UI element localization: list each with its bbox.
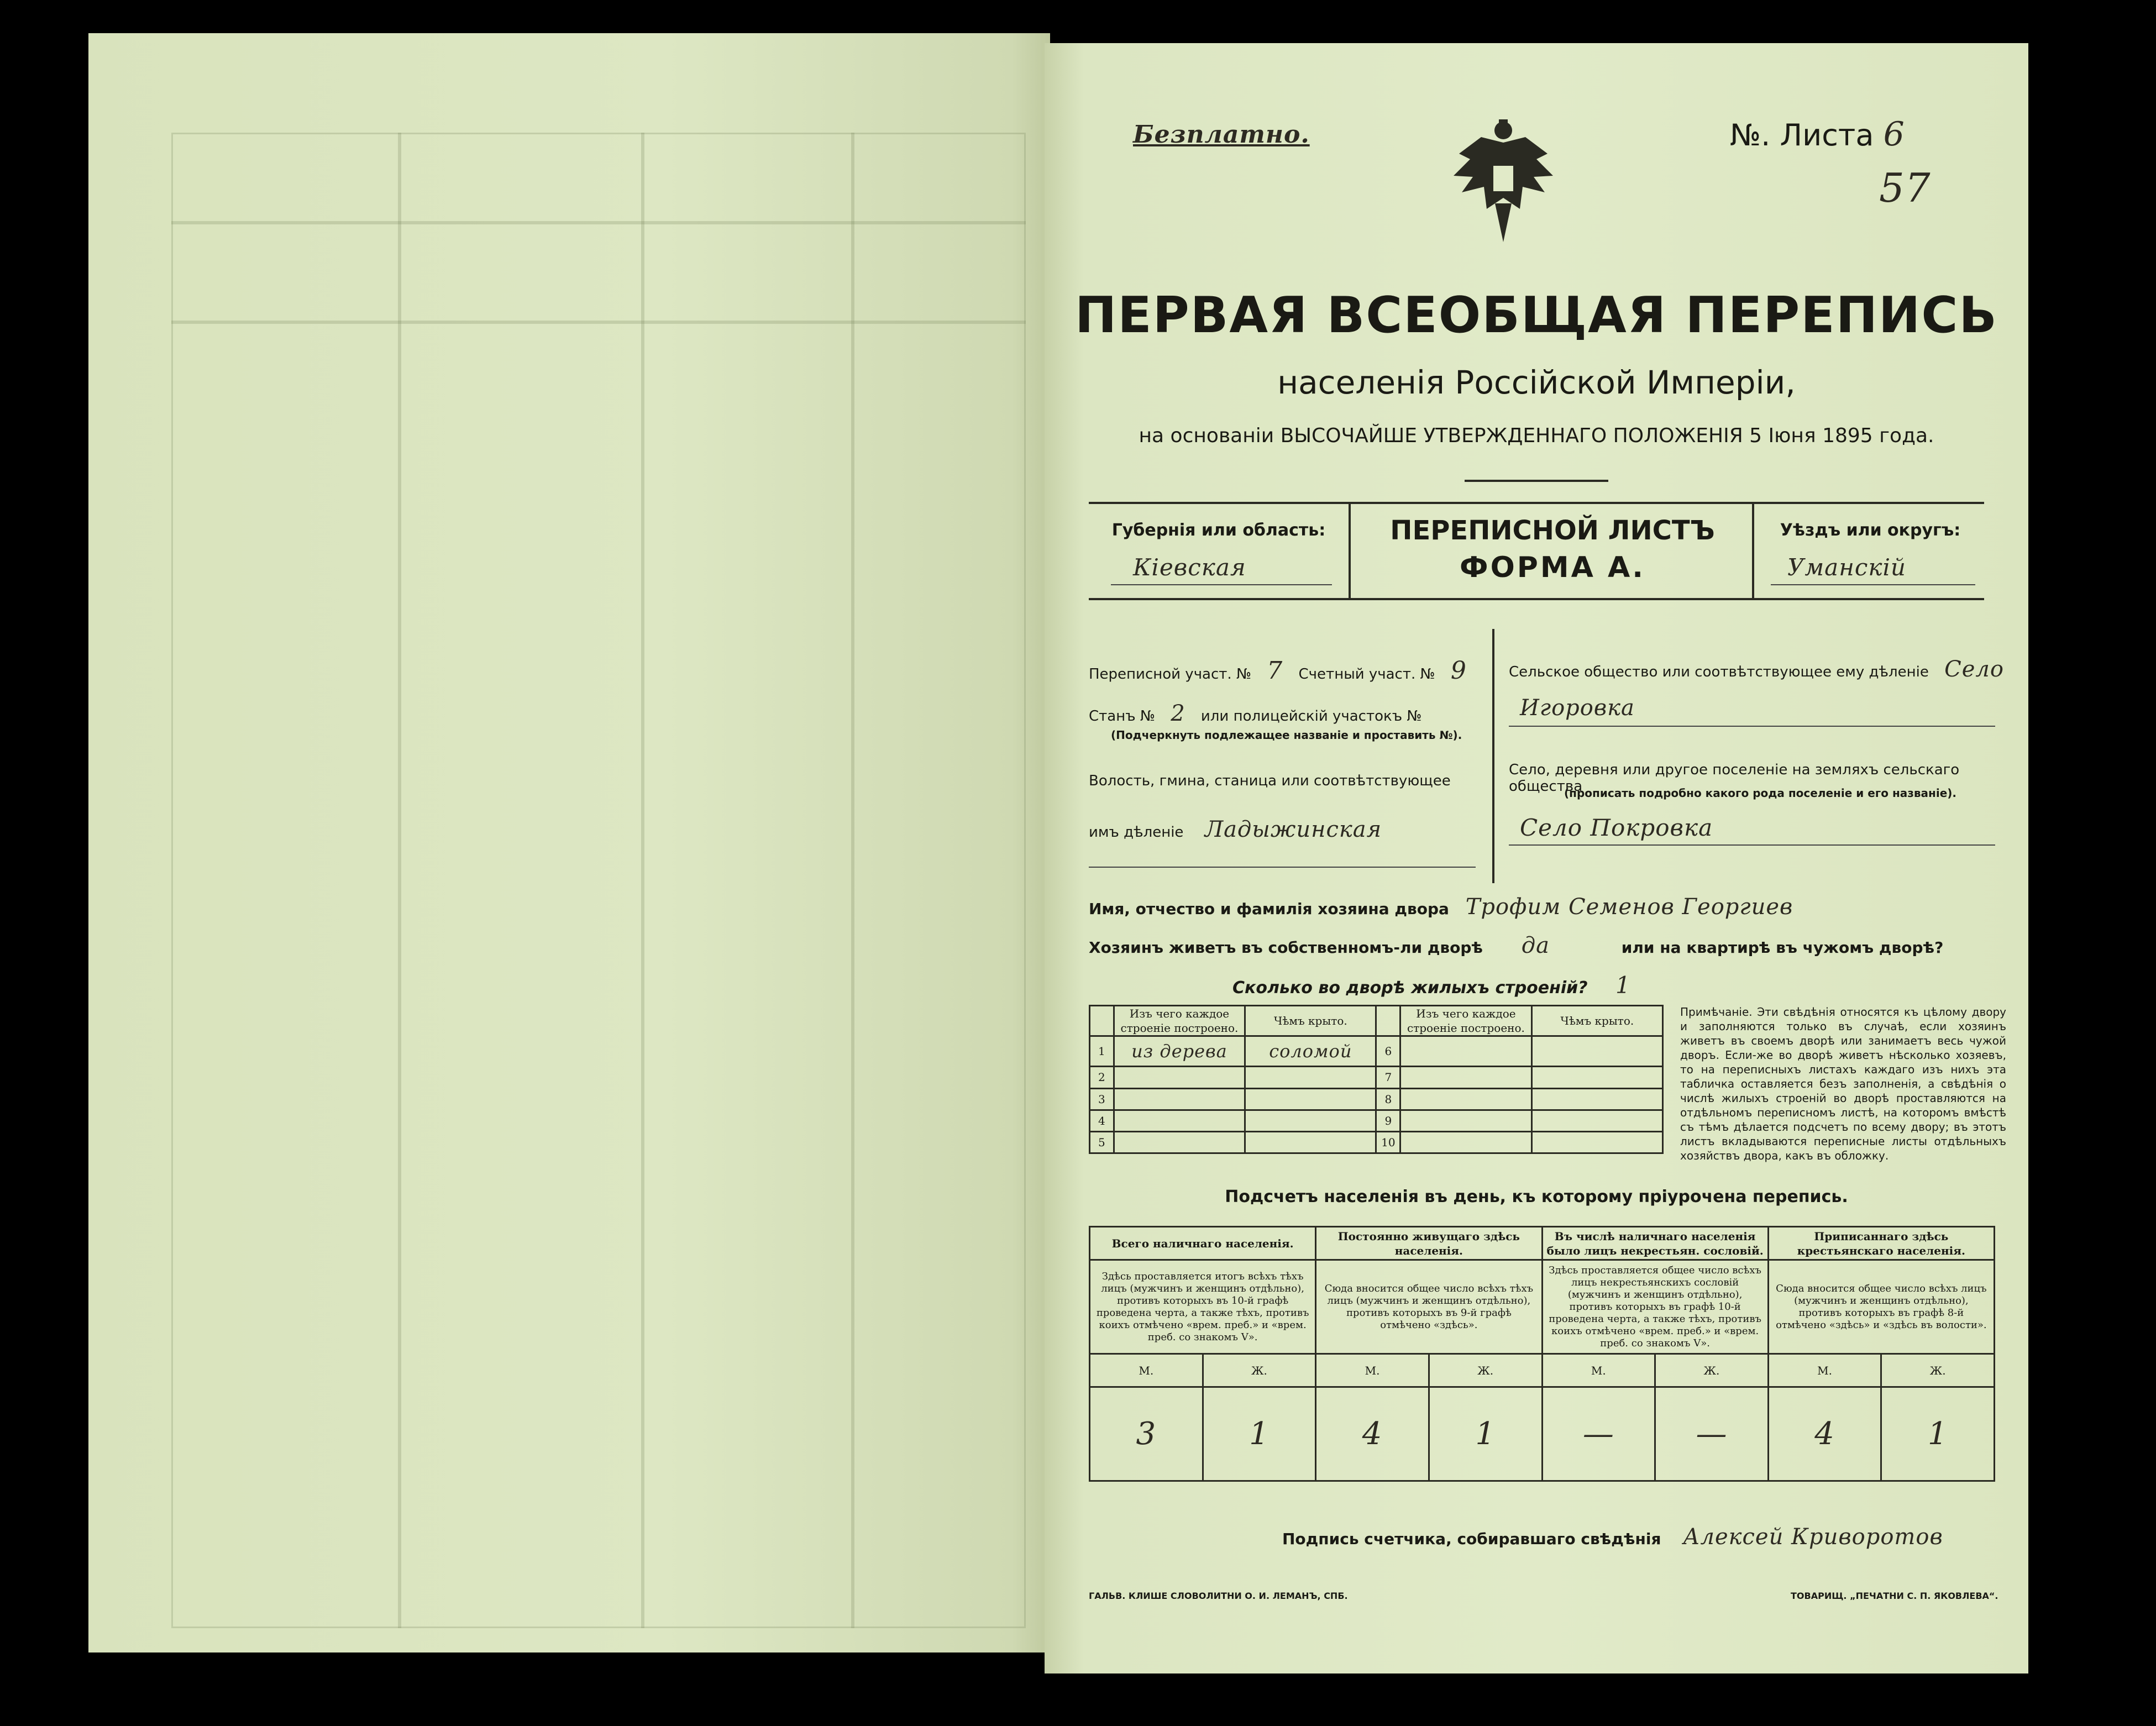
obshchestvo-line: Сельское общество или соотвѣтствующее ему дѣленіе Село (1509, 657, 2004, 682)
signature-value: Алексей Криворотов (1683, 1524, 1943, 1550)
stan-note: (Подчеркнуть подлежащее названіе и проставить №). (1111, 728, 1462, 742)
row-number: 8 (1376, 1088, 1400, 1110)
selo-note: (прописать подробно какого рода поселеніе и его названіе). (1564, 786, 1957, 800)
count-value: 4 (1316, 1387, 1429, 1481)
col-built-header: Изъ чего каждое строеніе построено. (1114, 1006, 1245, 1036)
bleed-through-line (171, 221, 1026, 224)
gubernia-label: Губернія или область: (1111, 521, 1326, 540)
owner-name-line: Имя, отчество и фамилія хозяина двора Трофим Семенов Георгиев (1089, 894, 1793, 920)
row-number: 1 (1090, 1036, 1114, 1067)
row-number: 9 (1376, 1110, 1400, 1131)
form-type-box (1089, 502, 1984, 600)
row-number: 6 (1376, 1036, 1400, 1067)
count-values-row (1090, 1387, 1995, 1481)
zh-label: Ж. (1655, 1354, 1769, 1387)
form-title-cell (1351, 504, 1754, 598)
signature-line: Подпись счетчика, собиравшаго свѣдѣнія Алексей Криворотов (1282, 1524, 1943, 1550)
roof-value: соломой (1245, 1036, 1376, 1067)
bleed-through-line (851, 133, 854, 1628)
left-page (88, 33, 1050, 1652)
zh-label: Ж. (1881, 1354, 1995, 1387)
table-row (1090, 1110, 1663, 1131)
count-col-head: Всего наличнаго населенія. (1090, 1227, 1316, 1260)
selo-label: Село, деревня или другое поселеніе на земляхъ сельскаго общества (1509, 762, 1960, 795)
form-main-title: ПЕРВАЯ ВСЕОБЩАЯ ПЕРЕПИСЬ (1074, 286, 1998, 344)
volost-label: Волость, гмина, станица или соотвѣтствующее (1089, 773, 1451, 789)
gubernia-value: Кіевская (1133, 554, 1246, 581)
count-col-head: Постоянно живущаго здѣсь населенія. (1316, 1227, 1542, 1260)
table-row (1090, 1131, 1663, 1153)
table-row (1090, 1088, 1663, 1110)
m-label: М. (1316, 1354, 1429, 1387)
stan-line: Станъ № 2 или полицейскій участокъ № (1089, 701, 1422, 726)
built-value: из дерева (1114, 1036, 1245, 1067)
obshchestvo-underline (1509, 726, 1995, 727)
fields-divider (1492, 629, 1494, 883)
owner-lives-value: да (1521, 933, 1550, 958)
zh-label: Ж. (1203, 1354, 1316, 1387)
col-built-header-2: Изъ чего каждое строеніе построено. (1400, 1006, 1531, 1036)
selo-underline (1509, 844, 1995, 846)
sheet-number-value: 6 (1883, 115, 1905, 154)
footer-right-imprint: ТОВАРИЩ. „ПЕЧАТНИ С. П. ЯКОВЛЕВА“. (1791, 1591, 1998, 1601)
admin-fields-left (1089, 629, 1487, 883)
bleed-through-line (641, 133, 644, 1628)
delenie-line: имъ дѣленіе Ладыжинская (1089, 817, 1382, 842)
buildings-count-line: Сколько во дворѣ жилыхъ строеній? 1 (1232, 972, 1631, 999)
uezd-underline (1771, 584, 1975, 585)
count-col-desc: Здѣсь проставляется общее число всѣхъ лицъ некрестьянскихъ сословій (мужчинъ и женщинъ отдѣльно), противъ которыхъ въ графѣ 10-й проведена черта, а также тѣхъ, противъ коихъ отмѣчено «врем. преб.» и «врем. преб. со знакомъ V». (1542, 1260, 1768, 1354)
ornament-divider (1465, 480, 1608, 482)
obshchestvo-value1: Село (1944, 657, 2004, 682)
row-number: 4 (1090, 1110, 1114, 1131)
buildings-count-value: 1 (1615, 972, 1631, 999)
count-col-head: Въ числѣ наличнаго населенія было лицъ некрестьян. сословій. (1542, 1227, 1768, 1260)
count-value: 1 (1881, 1387, 1995, 1481)
count-col-desc: Здѣсь проставляется итогъ всѣхъ тѣхъ лицъ (мужчинъ и женщинъ отдѣльно), противъ которыхъ въ 10-й графѣ проведена черта, а также тѣхъ, противъ коихъ отмѣчено «врем. преб.» и «врем. преб. со знакомъ V». (1090, 1260, 1316, 1354)
count-col-desc: Сюда вносится общее число всѣхъ лицъ (мужчинъ и женщинъ отдѣльно), противъ которыхъ въ графѣ 8-й отмѣчено «здѣсь» и «здѣсь въ волости». (1768, 1260, 1994, 1354)
admin-fields-right (1509, 629, 2006, 883)
selo-value: Село Покровка (1520, 814, 1713, 841)
form-subtitle: населенія Россійской Имперіи, (1277, 364, 1796, 401)
census-form-page (1045, 43, 2028, 1673)
count-value: 3 (1090, 1387, 1203, 1481)
col-roof-header-2: Чѣмъ крыто. (1531, 1006, 1662, 1036)
form-basis-line: на основаніи ВЫСОЧАЙШЕ УТВЕРЖДЕННАГО ПОЛОЖЕНІЯ 5 Іюня 1895 года. (1139, 424, 1934, 447)
free-label: Безплатно. (1133, 120, 1310, 149)
row-number: 10 (1376, 1131, 1400, 1153)
col-roof-header: Чѣмъ крыто. (1245, 1006, 1376, 1036)
population-count-table (1089, 1226, 1995, 1482)
buildings-table (1089, 1005, 1664, 1154)
m-label: М. (1090, 1354, 1203, 1387)
owner-name-value: Трофим Семенов Георгиев (1465, 894, 1793, 920)
owner-lives-line: Хозяинъ живетъ въ собственномъ-ли дворѣ да или на квартирѣ въ чужомъ дворѣ? (1089, 933, 1944, 958)
row-number: 3 (1090, 1088, 1114, 1110)
gubernia-cell (1089, 504, 1351, 598)
count-title: Подсчетъ населенія въ день, къ которому пріурочена перепись. (1225, 1187, 1848, 1206)
table-row (1090, 1067, 1663, 1088)
count-value: 4 (1768, 1387, 1881, 1481)
volost-underline (1089, 867, 1476, 868)
obshchestvo-value2: Игоровка (1520, 695, 1635, 721)
bleed-through-grid (171, 133, 1026, 1628)
footer-left-imprint: ГАЛЬВ. КЛИШЕ СЛОВОЛИТНИ О. И. ЛЕМАНЪ, СПБ. (1089, 1591, 1348, 1601)
uchast-line: Переписной участ. № 7 Счетный участ. № 9 (1089, 657, 1478, 685)
uchast-value: 7 (1267, 657, 1283, 685)
archive-number: 57 (1879, 165, 1931, 211)
table-row (1090, 1036, 1663, 1067)
zh-label: Ж. (1429, 1354, 1542, 1387)
row-number: 7 (1376, 1067, 1400, 1088)
bleed-through-line (398, 133, 401, 1628)
count-value: 1 (1429, 1387, 1542, 1481)
stan-value: 2 (1171, 701, 1185, 726)
form-type-title: ФОРМА А. (1460, 551, 1645, 584)
m-label: М. (1542, 1354, 1655, 1387)
count-value: — (1655, 1387, 1769, 1481)
count-value: 1 (1203, 1387, 1316, 1481)
uezd-label: Уѣздъ или округъ: (1780, 521, 1961, 540)
row-number: 5 (1090, 1131, 1114, 1153)
volost-value: Ладыжинская (1204, 817, 1382, 842)
form-sheet-title: ПЕРЕПИСНОЙ ЛИСТЪ (1390, 515, 1715, 546)
count-col-desc: Сюда вносится общее число всѣхъ тѣхъ лицъ (мужчинъ и женщинъ отдѣльно), противъ которыхъ въ 9-й графѣ отмѣчено «здѣсь». (1316, 1260, 1542, 1354)
row-number: 2 (1090, 1067, 1114, 1088)
building-note: Примѣчаніе. Эти свѣдѣнія относятся къ цѣлому двору и заполняются только въ случаѣ, если хозяинъ живетъ въ своемъ дворѣ или занимаетъ весь чужой дворъ. Если-же во дворѣ живетъ нѣсколько хозяевъ, то на переписныхъ листахъ каждаго изъ нихъ эта табличка оставляется безъ заполненія, а свѣдѣнія о числѣ жилыхъ строеній во дворѣ проставляются на отдѣльномъ переписномъ листѣ, на которомъ вмѣстѣ съ тѣмъ дѣлается подсчетъ по всему двору; въ этотъ листъ вкладываются переписные листы отдѣльныхъ хозяйствъ двора, какъ въ обложку. (1680, 1005, 2006, 1162)
imperial-eagle-emblem (1448, 115, 1559, 248)
count-col-head: Приписаннаго здѣсь крестьянскаго населенія. (1768, 1227, 1994, 1260)
m-label: М. (1768, 1354, 1881, 1387)
uezd-value: Уманскій (1787, 554, 1906, 581)
sheet-number-label: №. Листа 6 (1730, 115, 1905, 154)
count-value: — (1542, 1387, 1655, 1481)
schet-value: 9 (1450, 657, 1467, 685)
uezd-cell (1752, 504, 1986, 598)
bleed-through-line (171, 321, 1026, 324)
gubernia-underline (1111, 584, 1332, 585)
